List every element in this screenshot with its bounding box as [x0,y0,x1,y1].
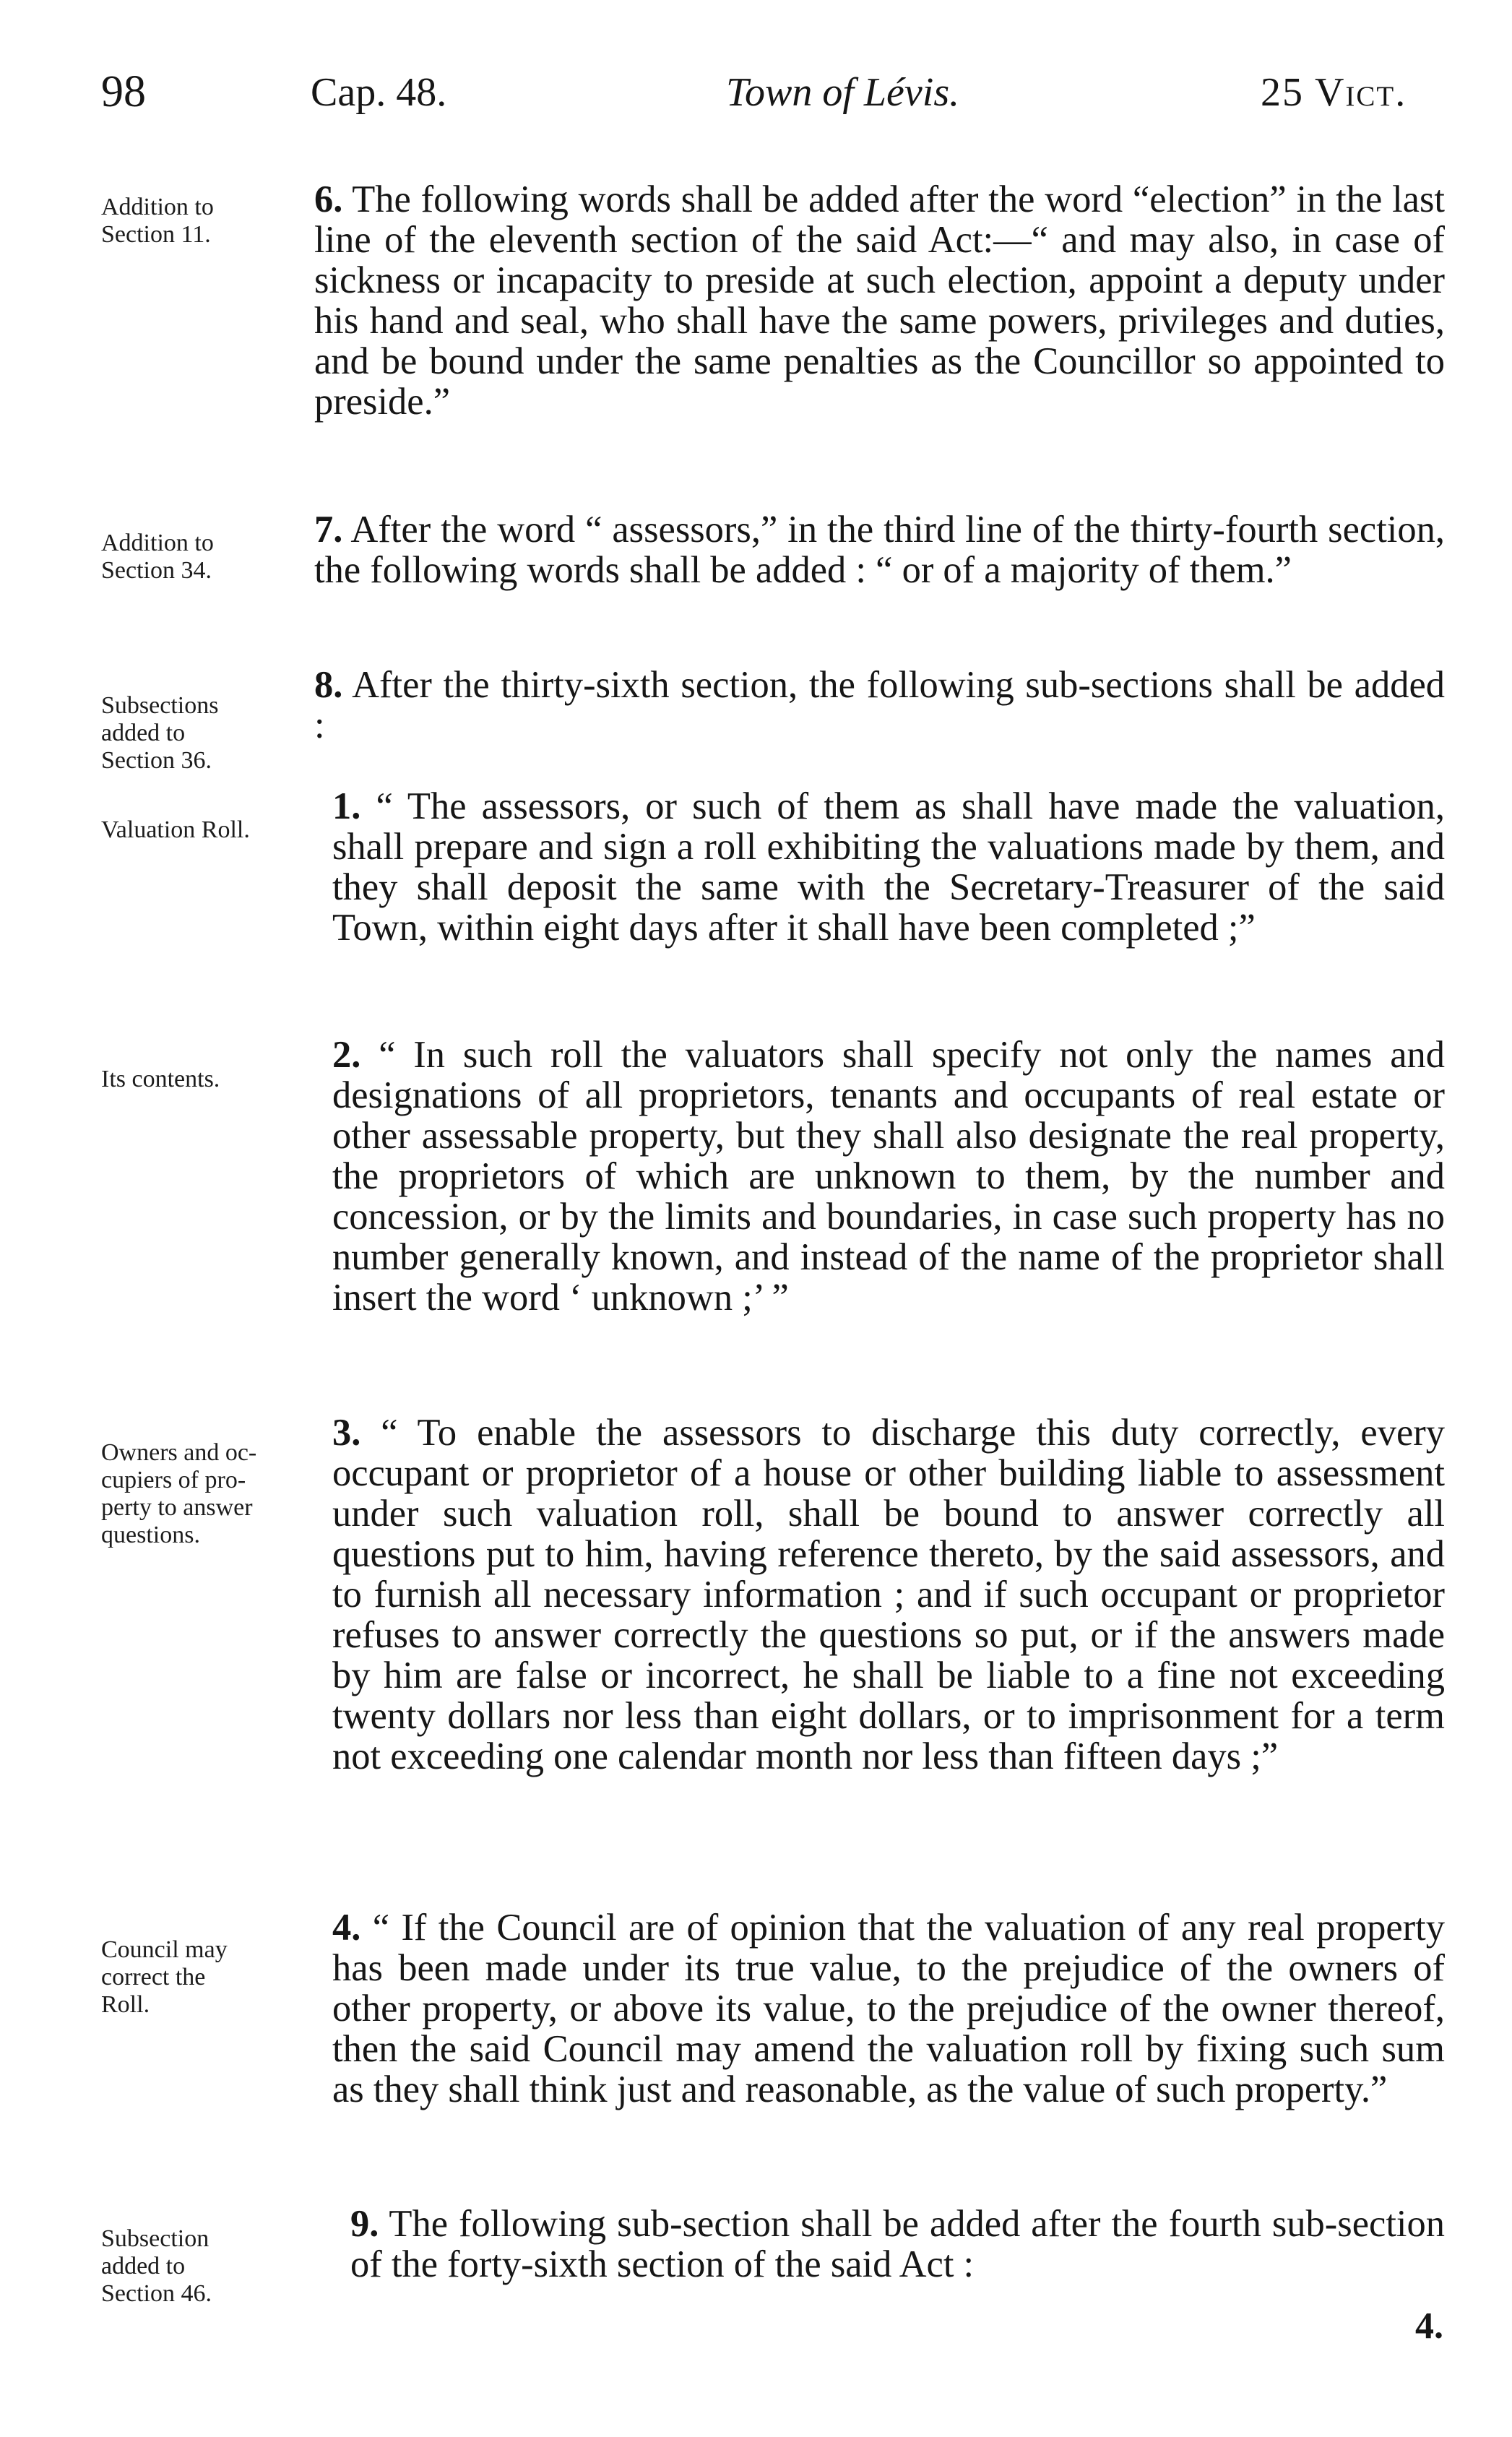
margin-note: Addition to Section 34. [101,530,214,584]
subsection-number: 2. [332,1034,361,1076]
subsection-paragraph [332,1035,1445,1318]
section-number: 7. [314,509,343,551]
subsection-paragraph [332,786,1445,948]
subsection-number: 3. [332,1412,361,1454]
section-number: 9. [350,2203,379,2245]
section-text: After the thirty-sixth section, the following sub-sections shall be added : [314,664,1445,746]
subsection-number: 1. [332,785,361,827]
section-number: 6. [314,178,343,220]
catchword: 4. [1415,2306,1443,2347]
margin-note: Council may correct the Roll. [101,1936,228,2018]
section-text: The following sub-section shall be added after the fourth sub-section of the forty-sixth section of the said Act : [350,2203,1445,2285]
margin-note: Valuation Roll. [101,816,250,843]
section-text: The following words shall be added after the word “election” in the last line of the eleventh section of the said Act:—“ and may also, in case of sickness or incapacity to preside at such election, appoint a deputy under his hand and seal, who shall have the same powers, privileges and duties, and be bound under the same penalties as the Councillor so appointed to preside.” [314,178,1445,423]
running-title: Town of Lévis. [726,70,960,115]
section-text: “ If the Council are of opinion that the valuation of any real property has been made under its true value, to the prejudice of the owners of other property, or above its value, to the prejudice of the owner thereof, then the said Council may amend the valuation roll by fixing such sum as they shall think just and reasonable, as the value of such property.” [332,1907,1445,2110]
section-text: “ The assessors, or such of them as shall have made the valuation, shall prepare and sign a roll exhibiting the valuations made by them, and they shall deposit the same with the Secretary-Treasurer of the said Town, within eight days after it shall have been completed ;” [332,785,1445,949]
section-number: 8. [314,664,343,706]
page-number: 98 [101,67,146,116]
section-paragraph [314,509,1445,590]
section-text: After the word “ assessors,” in the third line of the thirty-fourth section, the following words shall be added : “ or of a majority of them.” [314,509,1445,591]
section-text: “ To enable the assessors to discharge this duty correctly, every occupant or proprietor of a house or other building liable to assessment under such valuation roll, shall be bound to answer correctly all questions put to him, having reference thereto, by the said assessors, and to furnish all necessary information ; and if such occupant or proprietor refuses to answer correctly the questions so put, or if the answers made by him are false or incorrect, he shall be liable to a fine not exceeding twenty dollars nor less than eight dollars, or to imprisonment for a term not exceeding one calendar month nor less than fifteen days ;” [332,1412,1445,1777]
chapter-label: Cap. 48. [311,70,447,115]
subsection-paragraph [332,1412,1445,1777]
margin-note: Subsection added to Section 46. [101,2225,212,2307]
regnal-year: 25 Vict. [1261,70,1407,115]
margin-note: Subsections added to Section 36. [101,692,219,774]
section-paragraph [350,2204,1445,2285]
section-paragraph [314,665,1445,746]
subsection-paragraph [332,1907,1445,2110]
section-text: “ In such roll the valuators shall specify not only the names and designations of all proprietors, tenants and occupants of real estate or other assessable property, but they shall also designate the real property, the proprietors of which are unknown to them, by the number and concession, or by the limits and boundaries, in case such property has no number generally known, and instead of the name of the proprietor shall insert the word ‘ unknown ;’ ” [332,1034,1445,1319]
section-paragraph [314,179,1445,422]
margin-note: Owners and oc- cupiers of pro- perty to answer questions. [101,1439,257,1548]
subsection-number: 4. [332,1907,361,1949]
margin-note: Addition to Section 11. [101,194,214,248]
margin-note: Its contents. [101,1066,220,1092]
